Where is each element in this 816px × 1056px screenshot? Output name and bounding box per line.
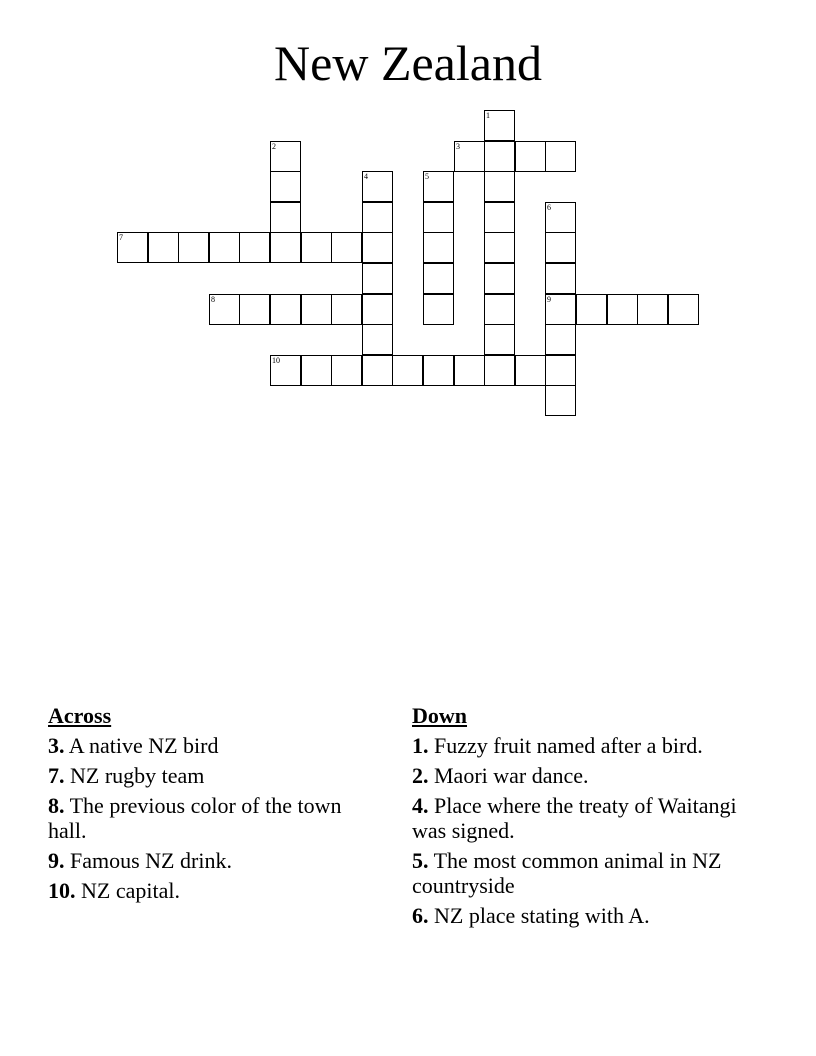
grid-cell[interactable] [148,232,179,263]
clue-number: 2. [412,763,429,788]
grid-cell[interactable] [484,202,515,233]
grid-cell[interactable] [423,171,454,202]
grid-cell[interactable] [454,355,485,386]
cell-number: 8 [211,295,215,304]
cell-number: 9 [547,295,551,304]
grid-cell[interactable] [545,355,576,386]
grid-cell[interactable] [545,141,576,172]
grid-cell[interactable] [607,294,638,325]
grid-cell[interactable] [270,141,301,172]
clue-text: NZ place stating with A. [434,903,650,928]
grid-cell[interactable] [545,202,576,233]
grid-cell[interactable] [209,232,240,263]
grid-cell[interactable] [484,232,515,263]
grid-cell[interactable] [362,324,393,355]
cell-number: 3 [456,142,460,151]
grid-cell[interactable] [362,232,393,263]
grid-cell[interactable] [362,263,393,294]
cell-number: 2 [272,142,276,151]
grid-cell[interactable] [423,355,454,386]
grid-cell[interactable] [239,294,270,325]
cell-number: 6 [547,203,551,212]
grid-cell[interactable] [515,141,546,172]
cell-number: 1 [486,111,490,120]
grid-cell[interactable] [484,110,515,141]
clue-text: Maori war dance. [434,763,589,788]
grid-cell[interactable] [178,232,209,263]
grid-cell[interactable] [331,294,362,325]
grid-cell[interactable] [423,202,454,233]
down-clue-2 [412,763,742,788]
grid-cell[interactable] [270,202,301,233]
across-clue-7 [48,763,358,788]
clue-number: 3. [48,733,65,758]
grid-cell[interactable] [545,232,576,263]
down-clue-6 [412,903,742,928]
grid-cell[interactable] [392,355,423,386]
clue-number: 10. [48,878,76,903]
clue-text: Famous NZ drink. [70,848,232,873]
grid-cell[interactable] [576,294,607,325]
grid-cell[interactable] [270,294,301,325]
grid-cell[interactable] [454,141,485,172]
grid-cell[interactable] [484,294,515,325]
cell-number: 7 [119,233,123,242]
grid-cell[interactable] [270,355,301,386]
cell-number: 5 [425,172,429,181]
across-clue-9 [48,848,358,873]
clue-number: 1. [412,733,429,758]
clue-number: 8. [48,793,65,818]
grid-cell[interactable] [301,355,332,386]
grid-cell[interactable] [362,202,393,233]
grid-cell[interactable] [362,294,393,325]
grid-cell[interactable] [270,232,301,263]
grid-cell[interactable] [484,263,515,294]
page-title: New Zealand [274,35,542,91]
across-clue-3 [48,733,358,758]
across-heading: Across [48,703,112,728]
grid-cell[interactable] [423,294,454,325]
clue-number: 4. [412,793,429,818]
grid-cell[interactable] [117,232,148,263]
grid-cell[interactable] [362,355,393,386]
across-clue-10 [48,878,358,903]
grid-cell[interactable] [668,294,699,325]
clue-number: 6. [412,903,429,928]
grid-cell[interactable] [484,324,515,355]
clue-text: Place where the treaty of Waitangi was signed. [412,793,737,843]
grid-cell[interactable] [209,294,240,325]
grid-cell[interactable] [515,355,546,386]
grid-cell[interactable] [331,355,362,386]
down-clue-1 [412,733,742,758]
grid-cell[interactable] [362,171,393,202]
down-clue-5 [412,848,742,898]
grid-cell[interactable] [545,263,576,294]
across-clues [48,703,358,908]
clue-text: The previous color of the town hall. [48,793,342,843]
down-clue-4 [412,793,742,843]
grid-cell[interactable] [484,171,515,202]
grid-cell[interactable] [239,232,270,263]
grid-cell[interactable] [423,263,454,294]
down-clues [412,703,742,933]
clue-text: A native NZ bird [68,733,219,758]
across-clue-8 [48,793,358,843]
grid-cell[interactable] [545,294,576,325]
grid-cell[interactable] [331,232,362,263]
clue-number: 9. [48,848,65,873]
clue-number: 7. [48,763,65,788]
grid-cell[interactable] [270,171,301,202]
cell-number: 4 [364,172,368,181]
clue-number: 5. [412,848,429,873]
grid-cell[interactable] [545,385,576,416]
grid-cell[interactable] [637,294,668,325]
grid-cell[interactable] [423,232,454,263]
grid-cell[interactable] [301,294,332,325]
grid-cell[interactable] [484,141,515,172]
grid-cell[interactable] [545,324,576,355]
cell-number: 10 [272,356,280,365]
clue-text: The most common animal in NZ countryside [412,848,722,898]
down-heading: Down [412,703,468,728]
clue-text: Fuzzy fruit named after a bird. [434,733,703,758]
grid-cell[interactable] [484,355,515,386]
clue-text: NZ rugby team [70,763,205,788]
grid-cell[interactable] [301,232,332,263]
clue-text: NZ capital. [81,878,180,903]
